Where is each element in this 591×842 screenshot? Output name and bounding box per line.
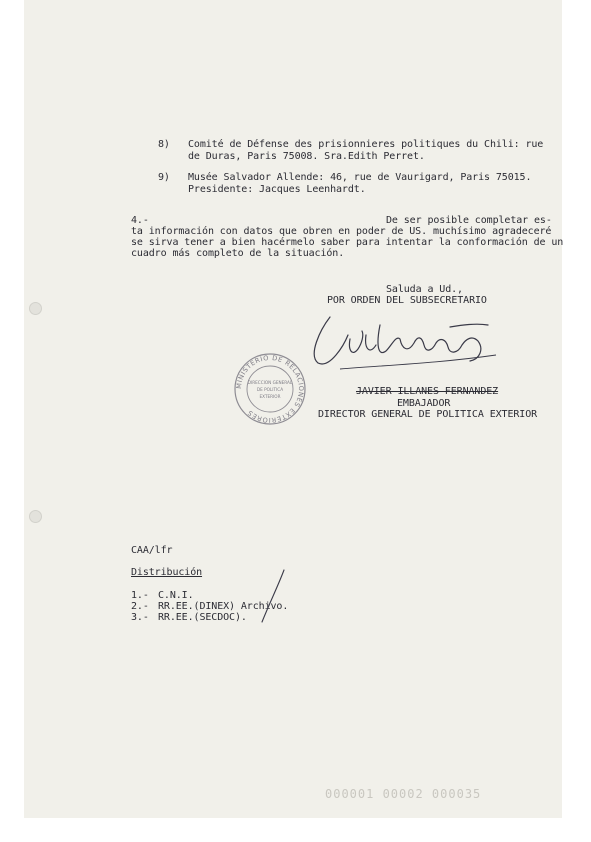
distribution-item: C.N.I. — [158, 590, 194, 601]
scan-margin-left — [0, 0, 24, 842]
handwritten-signature — [300, 305, 500, 375]
stamp-center-line: DIRECCION GENERAL — [247, 380, 293, 385]
paragraph-number: 4.- — [131, 215, 149, 226]
distribution-item: RR.EE.(SECDOC). — [158, 612, 247, 623]
item-line: Presidente: Jacques Leenhardt. — [188, 184, 366, 195]
paragraph-line: cuadro más completo de la situación. — [131, 248, 345, 259]
reference-initials: CAA/lfr — [131, 545, 173, 556]
stamp-ring-text: MINISTERIO DE RELACIONES EXTERIORES — [234, 353, 306, 425]
archive-serial-number: 000001 00002 000035 — [325, 787, 482, 801]
ministry-seal-stamp — [233, 352, 307, 426]
distribution-number: 3.- — [131, 612, 149, 623]
paragraph-line: De ser posible completar es- — [386, 215, 552, 226]
item-line: de Duras, Paris 75008. Sra.Edith Perret. — [188, 151, 425, 162]
item-number: 8) — [158, 139, 170, 150]
stamp-center-line: EXTERIOR — [259, 394, 281, 399]
distribution-heading: Distribución — [131, 567, 203, 578]
signatory-name: JAVIER ILLANES FERNANDEZ — [356, 386, 499, 397]
distribution-number: 1.- — [131, 590, 149, 601]
stamp-center-line: DE POLITICA — [256, 387, 284, 392]
distribution-number: 2.- — [131, 601, 149, 612]
closing-order: POR ORDEN DEL SUBSECRETARIO — [327, 295, 487, 306]
item-line: Comité de Défense des prisionnieres politiques du Chili: rue — [188, 139, 544, 150]
item-number: 9) — [158, 172, 170, 183]
closing-greeting: Saluda a Ud., — [386, 284, 463, 295]
paragraph-line: se sirva tener a bien hacérmelo saber para intentar la conformación de un — [131, 237, 564, 248]
punch-hole-bottom — [29, 510, 42, 523]
punch-hole-top — [29, 302, 42, 315]
distribution-item: RR.EE.(DINEX) Archivo. — [158, 601, 289, 612]
paragraph-line: ta información con datos que obren en poder de US. muchísimo agradeceré — [131, 226, 552, 237]
scan-margin-bottom — [0, 818, 591, 842]
handwritten-check-mark — [254, 568, 294, 628]
signatory-title: DIRECTOR GENERAL DE POLITICA EXTERIOR — [318, 409, 538, 420]
signatory-rank: EMBAJADOR — [397, 398, 451, 409]
item-line: Musée Salvador Allende: 46, rue de Vaurigard, Paris 75015. — [188, 172, 532, 183]
